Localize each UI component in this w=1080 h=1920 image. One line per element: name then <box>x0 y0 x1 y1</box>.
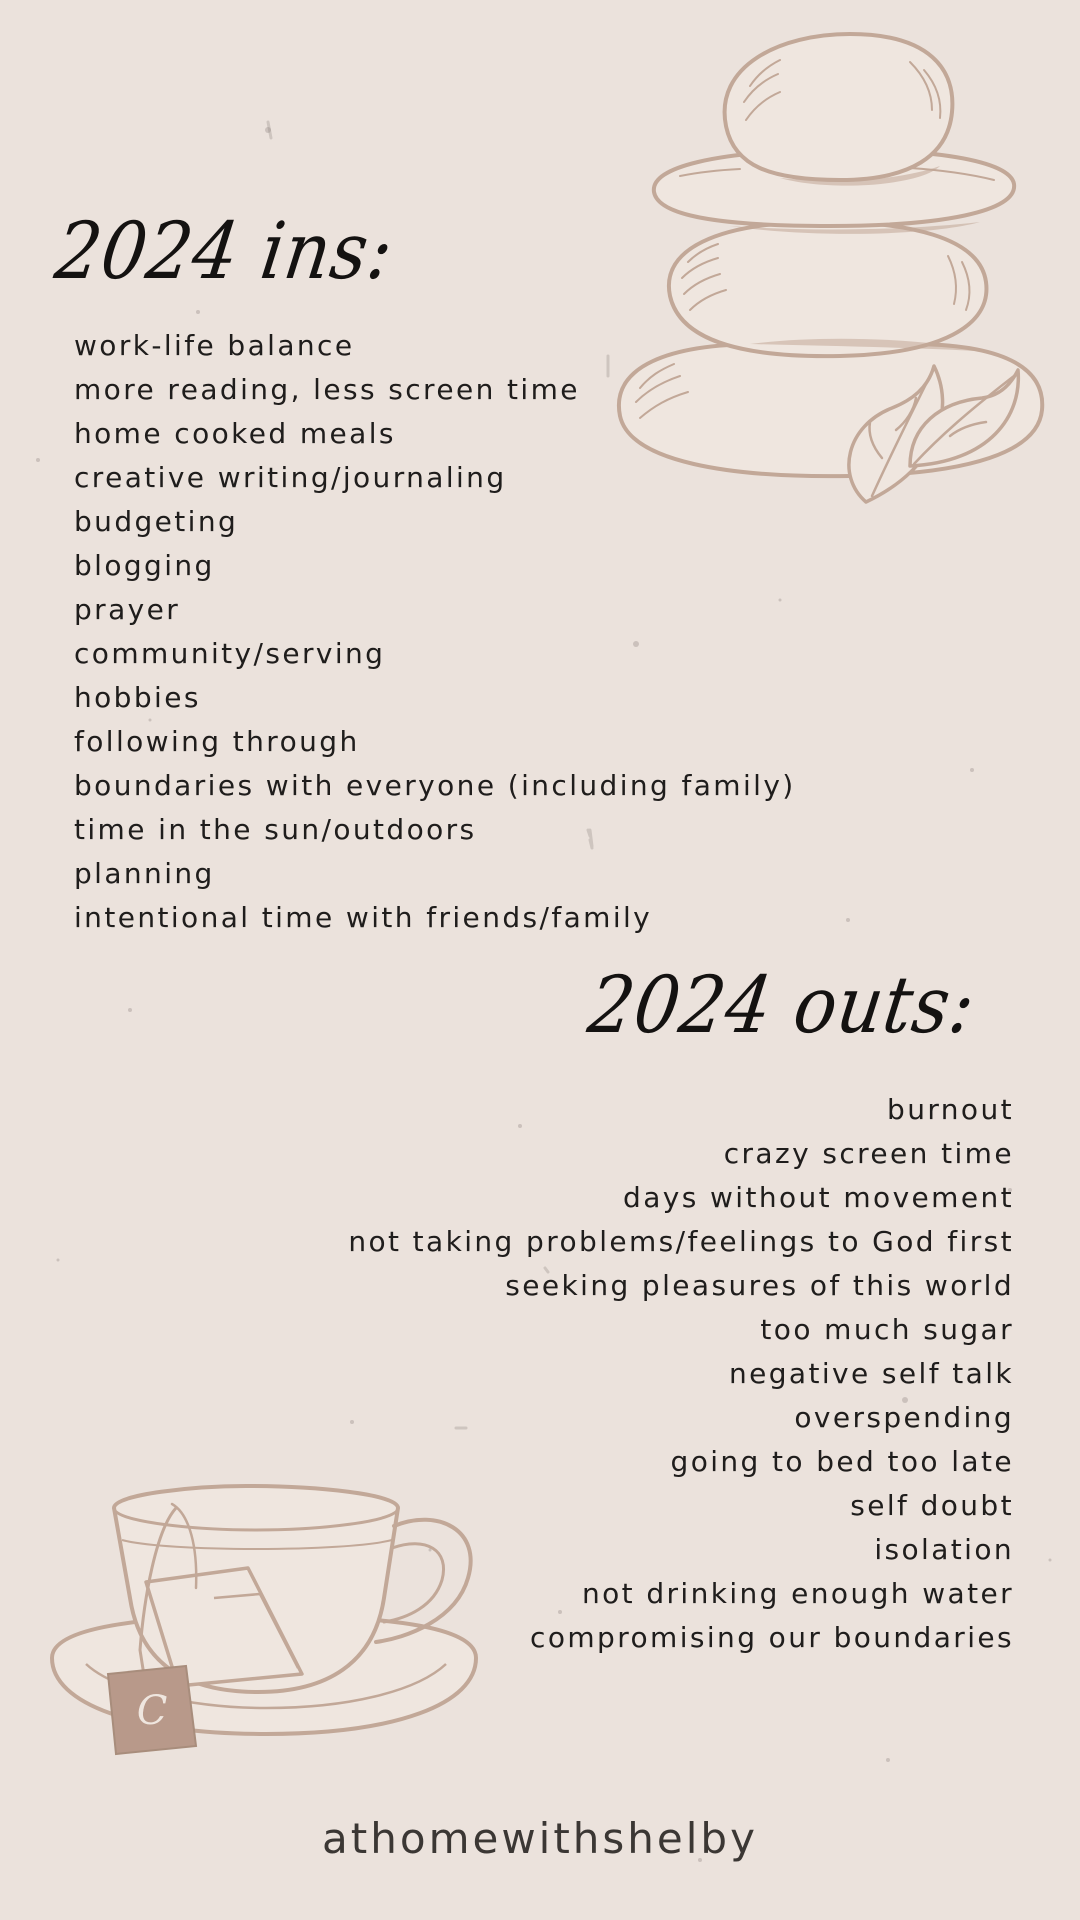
outs-item: burnout <box>887 1093 1014 1126</box>
ins-item: blogging <box>74 549 215 582</box>
ins-item: time in the sun/outdoors <box>74 813 477 846</box>
ins-item: community/serving <box>74 637 386 670</box>
tea-tag-letter: C <box>136 1688 168 1734</box>
outs-item: seeking pleasures of this world <box>505 1269 1014 1302</box>
outs-item: too much sugar <box>760 1313 1014 1346</box>
outs-heading: 2024 outs: <box>582 959 981 1052</box>
outs-item: isolation <box>874 1533 1014 1566</box>
author-handle: athomewithshelby <box>322 1814 758 1863</box>
outs-item: crazy screen time <box>723 1137 1014 1170</box>
ins-item: budgeting <box>74 505 239 538</box>
ins-item: creative writing/journaling <box>74 461 507 494</box>
outs-item: self doubt <box>850 1489 1014 1522</box>
ins-item: prayer <box>74 593 181 626</box>
outs-item: going to bed too late <box>670 1445 1014 1478</box>
outs-item: not drinking enough water <box>581 1577 1014 1610</box>
ins-item: work-life balance <box>74 329 355 362</box>
outs-item: compromising our boundaries <box>530 1621 1014 1654</box>
ins-item: more reading, less screen time <box>74 373 580 406</box>
tea-tag <box>108 1666 196 1754</box>
outs-item: days without movement <box>623 1181 1014 1214</box>
outs-list <box>348 1088 1014 1660</box>
ins-item: planning <box>74 857 215 890</box>
ins-item: home cooked meals <box>74 417 396 450</box>
outs-item: overspending <box>794 1401 1014 1434</box>
outs-item: not taking problems/feelings to God first <box>348 1225 1014 1258</box>
ins-heading: 2024 ins: <box>50 205 400 298</box>
ins-list <box>74 324 796 940</box>
ins-item: hobbies <box>74 681 201 714</box>
ins-item: following through <box>74 725 360 758</box>
ins-item: boundaries with everyone (including family) <box>74 769 796 802</box>
ins-item: intentional time with friends/family <box>74 901 653 934</box>
outs-item: negative self talk <box>728 1357 1014 1390</box>
